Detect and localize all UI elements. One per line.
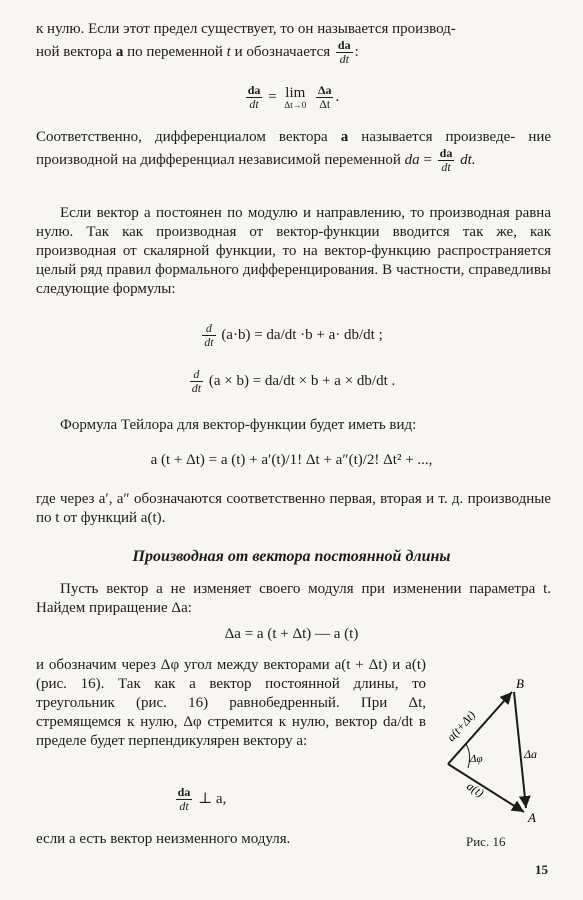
equation-text: ⊥ a, (198, 790, 227, 807)
text-line: и обозначается (234, 43, 331, 60)
equation-dot-product-rule (0, 322, 583, 349)
figure-caption: Рис. 16 (466, 834, 506, 849)
equation-perpendicular (0, 786, 400, 813)
paragraph-4: Формула Тейлора для вектор-функции будет иметь вид: (60, 417, 417, 433)
text-line: по переменной (127, 43, 223, 60)
paragraph-5: где через a′, a″ обозначаются соответственно первая, вторая и т. д. производные по t от функций a(t). (36, 491, 551, 526)
text-dt: dt. (460, 151, 476, 168)
denominator: dt (191, 381, 202, 395)
symbol-t: t (226, 43, 231, 60)
symbol-a: a (115, 43, 124, 60)
page-number: 15 (535, 862, 548, 877)
label-a-t: a(t) (464, 778, 487, 800)
fraction-da-dt (438, 147, 455, 174)
period: . (335, 88, 340, 105)
equation-derivative-definition (0, 84, 583, 111)
label-a-t-plus-dt: a(t+Δt) (443, 708, 479, 745)
fraction-da-dt (176, 786, 193, 813)
numerator: da (337, 38, 351, 52)
paragraph-1: к нулю. Если этот предел существует, то он называется производ- ной вектора a по переменной t и обозначается $\frac{da}{dt}$ : (36, 21, 456, 66)
paragraph-6: Пусть вектор a не изменяет своего модуля при изменении параметра t. Найдем приращение Δa: (36, 581, 551, 616)
denominator: dt (204, 335, 214, 349)
equals-sign: = (268, 88, 277, 105)
paragraph-7: и обозначим через Δφ угол между векторами a(t + Δt) и a(t) (рис. 16). Так как a вектор постоянной длины, то треугольник (рис. 16) равнобедренный. При Δt, стремящемся к нулю, Δφ стремится к нулю, вектор da/dt в пределе будет перпендикулярен вектору a: (36, 657, 426, 749)
denominator: Δt (319, 97, 331, 111)
symbol-a: a (340, 129, 349, 145)
numerator: da (247, 83, 261, 97)
paragraph-2 (36, 128, 551, 174)
label-b: B (516, 676, 524, 691)
equation-text: (a × b) = da/dt × b + a × db/dt . (208, 372, 396, 389)
text-line: называется произведе- (361, 129, 516, 145)
label-a: A (528, 810, 536, 825)
denominator: dt (441, 160, 451, 174)
equals-sign: = (423, 151, 432, 168)
text-line: ной вектора (36, 43, 113, 60)
text-line: ние производной на дифференциал независимой переменной (36, 129, 552, 168)
figure-16-diagram (438, 672, 558, 832)
denominator: dt (249, 97, 259, 111)
fraction-da-dt (246, 84, 263, 111)
denominator: dt (179, 799, 189, 813)
label-delta-a: Δa (524, 747, 538, 761)
lim-subscript: Δt→0 (284, 99, 307, 110)
numerator: Δa (317, 83, 332, 97)
denominator: dt (339, 52, 349, 66)
equation-taylor: a (t + Δt) = a (t) + a′(t)/1! Δt + a″(t)/2! Δt² + ..., (150, 452, 433, 468)
equation-increment: Δa = a (t + Δt) — a (t) (224, 626, 359, 642)
limit (284, 86, 306, 110)
operator-d-dt (190, 368, 203, 395)
equation-text: (a·b) = da/dt ·b + a· db/dt ; (221, 326, 383, 343)
numerator: d (202, 322, 215, 336)
numerator: d (190, 368, 203, 382)
numerator: da (439, 146, 453, 160)
numerator: da (177, 785, 191, 799)
equation-cross-product-rule (0, 368, 583, 395)
lim-word: lim (285, 84, 306, 101)
paragraph-8: если a есть вектор неизменного модуля. (36, 831, 291, 847)
paragraph-3: Если вектор a постоянен по модулю и направлению, то производная равна нулю. Так как производная от вектор-функции вводится так же, как производная от скалярной функции, то на вектор-функцию распространяется целый ряд правил формального дифференцирования. В частности, справедливы следующие формулы: (36, 205, 551, 297)
fraction-delta (316, 84, 334, 111)
section-heading: Производная от вектора постоянной длины (132, 548, 451, 565)
text-line: Соответственно, дифференциалом вектора (36, 129, 328, 145)
symbol-da: da (404, 151, 420, 168)
label-delta-phi: Δφ (470, 753, 483, 765)
fraction-da-dt (336, 39, 353, 66)
text-line: к нулю. Если этот предел существует, то он называется производ- (36, 21, 456, 37)
operator-d-dt (202, 322, 215, 349)
